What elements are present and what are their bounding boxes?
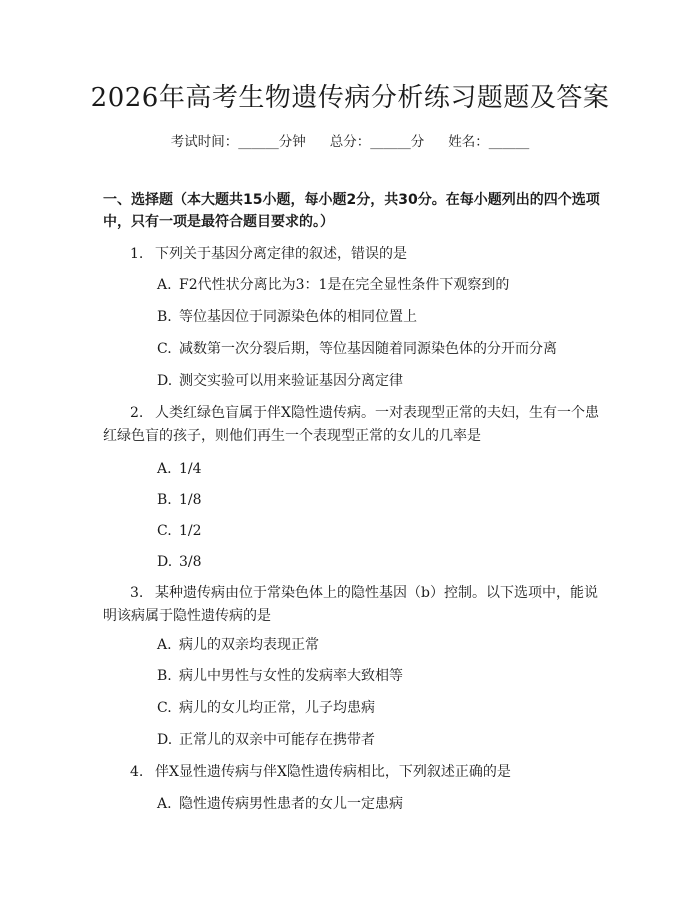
option-label: C. bbox=[157, 523, 172, 539]
option-text: 隐性遗传病男性患者的女儿一定患病 bbox=[179, 796, 403, 812]
option-label: C. bbox=[157, 341, 172, 357]
option-2d bbox=[157, 551, 597, 573]
option-label: A. bbox=[157, 277, 172, 293]
option-1c bbox=[157, 338, 597, 360]
question-stem: 人类红绿色盲属于伴X隐性遗传病。一对表现型正常的夫妇，生有一个患红绿色盲的孩子，则他们再生一个表现型正常的女儿的几率是 bbox=[103, 405, 599, 444]
option-label: B. bbox=[157, 668, 172, 684]
option-label: B. bbox=[157, 309, 172, 325]
exam-meta bbox=[0, 132, 700, 152]
option-text: 测交实验可以用来验证基因分离定律 bbox=[179, 373, 403, 389]
option-3a bbox=[157, 634, 597, 656]
question-2 bbox=[103, 402, 603, 448]
option-text: 等位基因位于同源染色体的相同位置上 bbox=[179, 309, 417, 325]
option-label: D. bbox=[157, 554, 173, 570]
exam-time-field: 考试时间：______分钟 bbox=[170, 134, 306, 150]
name-field: 姓名：______ bbox=[448, 134, 530, 150]
option-text: 减数第一次分裂后期，等位基因随着同源染色体的分开而分离 bbox=[179, 341, 557, 357]
option-1b bbox=[157, 306, 597, 328]
option-text: 1/8 bbox=[179, 492, 202, 508]
question-number: 2. bbox=[130, 405, 144, 421]
option-1d bbox=[157, 370, 597, 392]
option-text: 1/2 bbox=[179, 523, 202, 539]
option-label: C. bbox=[157, 700, 172, 716]
option-text: 病儿的双亲均表现正常 bbox=[179, 637, 319, 653]
option-label: B. bbox=[157, 492, 172, 508]
option-text: 3/8 bbox=[179, 554, 202, 570]
option-text: 1/4 bbox=[179, 461, 202, 477]
option-2b bbox=[157, 489, 597, 511]
option-2c bbox=[157, 520, 597, 542]
option-3c bbox=[157, 697, 597, 719]
question-3 bbox=[103, 582, 603, 628]
question-number: 4. bbox=[130, 764, 144, 780]
option-text: 病儿的女儿均正常，儿子均患病 bbox=[179, 700, 375, 716]
option-label: A. bbox=[157, 461, 172, 477]
question-1 bbox=[103, 243, 603, 266]
option-3d bbox=[157, 729, 597, 751]
question-number: 1. bbox=[130, 246, 144, 262]
section-heading: 一、选择题（本大题共15小题，每小题2分，共30分。在每小题列出的四个选项中，只有一项是最符合题目要求的。） bbox=[103, 192, 600, 230]
option-text: 正常儿的双亲中可能存在携带者 bbox=[179, 732, 375, 748]
document-title: 2026年高考生物遗传病分析练习题题及答案 bbox=[90, 83, 610, 113]
option-text: 病儿中男性与女性的发病率大致相等 bbox=[179, 668, 403, 684]
total-score-field: 总分：______分 bbox=[329, 134, 425, 150]
question-stem: 下列关于基因分离定律的叙述，错误的是 bbox=[155, 246, 407, 262]
option-label: D. bbox=[157, 373, 173, 389]
option-text: F2代性状分离比为3：1是在完全显性条件下观察到的 bbox=[179, 277, 510, 293]
option-1a bbox=[157, 274, 597, 296]
question-number: 3. bbox=[130, 585, 144, 601]
question-4 bbox=[103, 761, 603, 784]
option-label: A. bbox=[157, 637, 172, 653]
question-stem: 某种遗传病由位于常染色体上的隐性基因（b）控制。以下选项中，能说明该病属于隐性遗传病的是 bbox=[103, 585, 598, 624]
option-label: A. bbox=[157, 796, 172, 812]
option-label: D. bbox=[157, 732, 173, 748]
question-stem: 伴X显性遗传病与伴X隐性遗传病相比，下列叙述正确的是 bbox=[155, 764, 511, 780]
option-2a bbox=[157, 458, 597, 480]
option-4a bbox=[157, 793, 597, 815]
option-3b bbox=[157, 665, 597, 687]
